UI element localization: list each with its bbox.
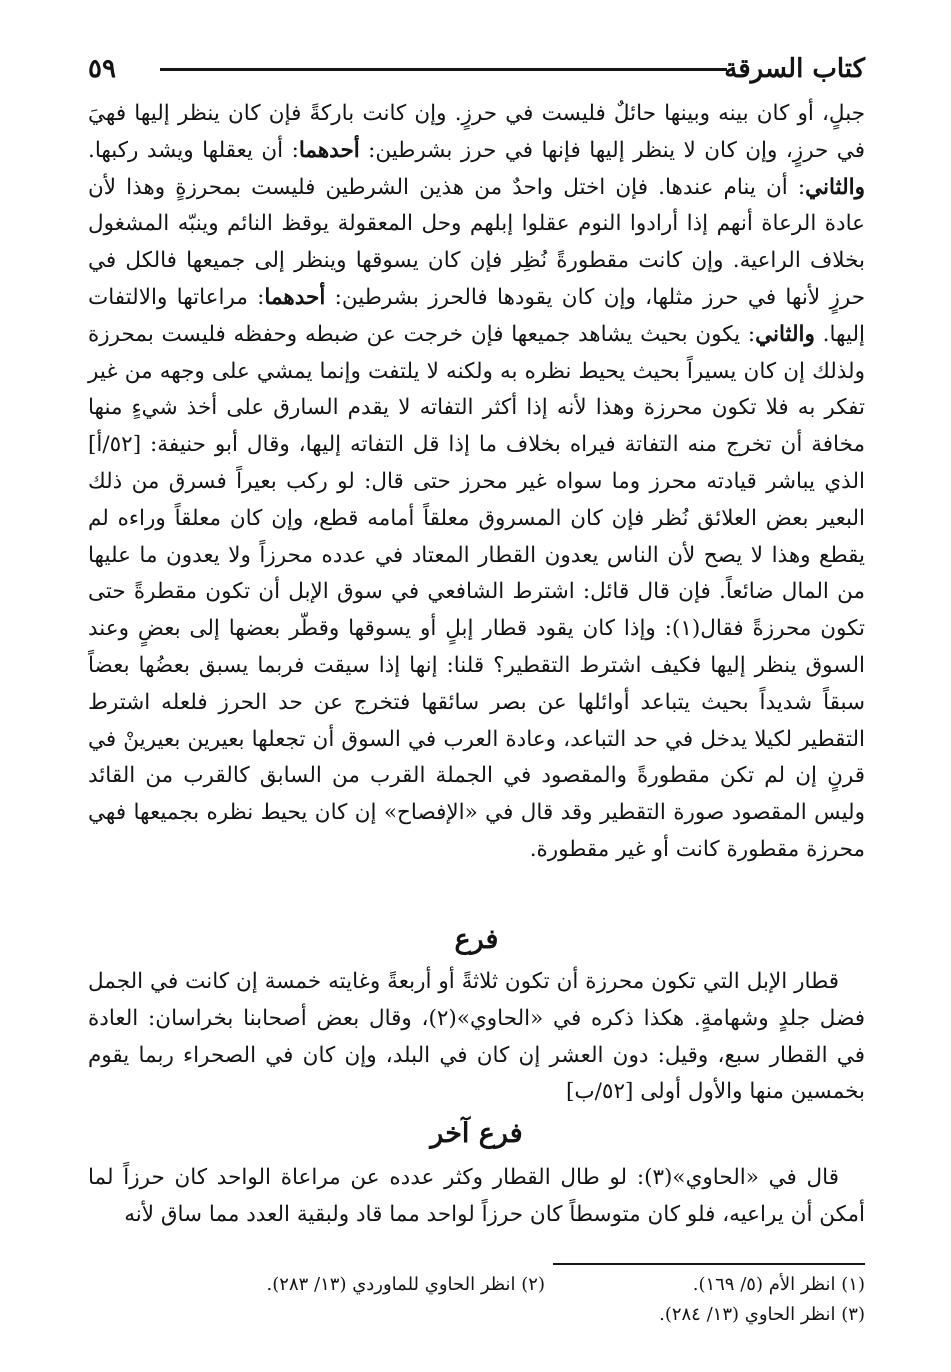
footnote-2: (٢) انظر الحاوي للماوردي (١٣/ ٢٨٣). <box>266 1274 545 1295</box>
footnote-ref-2[interactable]: (٢) <box>428 1005 457 1031</box>
footnote-row <box>88 1270 865 1300</box>
section-far-text <box>88 964 865 1111</box>
main-text-block <box>88 96 865 869</box>
footnotes <box>88 1270 865 1330</box>
footnote-ref-3[interactable]: (٣) <box>644 1165 673 1190</box>
term-first: أحدهما <box>264 284 326 310</box>
header-rule <box>160 68 727 71</box>
paragraph-2: قطار الإبل التي تكون محرزة أن تكون ثلاثةً أو أربعةً وغايته خمسة إن كانت في الجمل فضل جلدٍ وشهامةٍ. هكذا ذكره في «الحاوي»(٢)، وقال بعض أصحابنا بخراسان: العادة في القطار سبع، وقيل: دون العشر إن كان في البلد، وإن كان في الصحراء ربما يقوم بخمسين منها والأول أولى [٥٢/ب] <box>88 969 866 1105</box>
paragraph-1: جبلٍ، أو كان بينه وبينها حائلٌ فليست في حرزٍ. وإن كانت باركةً فإن كان ينظر إليها فهيَ في حرزٍ، وإن كان لا ينظر إليها فإنها في حرز بشرطين: أحدهما: أن يعقلها ويشد ركبها. والثاني: أن ينام عندها. فإن اختل واحدٌ من هذين الشرطين فليست بمحرزةٍ وهذا لأن عادة الرعاة أنهم إذا أرادوا النوم عقلوا إبلهم وحل المعقولة يوقظ النائم وينبّه المشغول بخلاف الراعية. وإن كانت مقطورةً نُظِر فإن كان يسوقها وينظر إلى جميعها فالكل في حرزٍ لأنها في حرز مثلها، وإن كان يقودها فالحرز بشرطين: أحدهما: مراعاتها والالتفات إليها. والثاني: يكون بحيث يشاهد جميعها فإن خرجت عن ضبطه وحفظه فليست بمحرزة ولذلك إن كان يسيراً بحيث يحيط نظره به ولكنه لا يلتفت وإنما يمشي على وجهه من غير تفكر به فلا تكون محرزة وهذا لأنه إذا أكثر التفاته لا يقدم السارق على أخذ شيءٍ منها مخافة أن تخرج منه التفاتة فيراه بخلاف ما إذا قل التفاته إليها، وقال أبو حنيفة: [٥٢/أ] الذي يباشر قيادته محرز وما سواه غير محرز حتى قال: لو ركب بعيراً فسرق من ذلك البعير بعض العلائق نُظر فإن كان المسروق معلقاً أمامه قطع، وإن كان معلقاً وراءه لم يقطع وهذا لا يصح لأن الناس يعدون القطار المعتاد في عدده محرزاً ولا يعدون ما عليها من المال ضائعاً. فإن قال قائل: اشترط الشافعي في سوق الإبل أن تكون مقطرةً حتى تكون محرزةً فقال(١): وإذا كان يقود قطار إبلٍ أو يسوقها وقطّر بعضها إلى بعضٍ وعند السوق ينظر إليها فكيف اشترط التقطير؟ قلنا: إنها إذا سيقت فربما يسبق بعضُها بعضاً سبقاً شديداً بحيث يتباعد أوائلها عن بصر سائقها فتخرج عن حد الحرز فلعله اشترط التقطير لكيلا يدخل في حد التباعد، وعادة العرب في السوق أن تجعلها بعيرين بعيرينْ في قرنٍ إن لم تكن مقطورةً والمقصود في الجملة القرب من السابق كالقرب من القائد وليس المقصود صورة التقطير وقد قال في «الإفصاح» إن كان يحيط نظره بجميعها فهي محرزة مقطورة كانت أو غير مقطورة. <box>88 101 866 862</box>
footnote-separator <box>553 1263 865 1265</box>
term-first: أحدهما <box>298 137 360 163</box>
section-heading-far: فرع <box>454 924 499 955</box>
term-second: والثاني <box>755 321 815 347</box>
term-second: والثاني <box>805 174 865 200</box>
page-header <box>88 50 865 90</box>
page-number: ٥٩ <box>88 54 116 84</box>
section-far-akhar-text <box>88 1160 865 1234</box>
running-title: كتاب السرقة <box>724 54 865 84</box>
section-heading-far-akhar: فرع آخر <box>430 1118 523 1149</box>
footnote-ref-1[interactable]: (١) <box>671 616 701 642</box>
footnote-3: (٣) انظر الحاوي (١٣/ ٢٨٤). <box>659 1304 865 1325</box>
footnote-row <box>88 1300 865 1330</box>
paragraph-3: قال في «الحاوي»(٣): لو طال القطار وكثر عدده عن مراعاة الواحد كان حرزاً لما أمكن أن يراعيه، فلو كان متوسطاً كان حرزاً لواحد مما قاد ولبقية العدد مما ساق لأنه <box>88 1165 865 1227</box>
footnote-1: (١) انظر الأم (٥/ ١٦٩). <box>692 1274 865 1295</box>
